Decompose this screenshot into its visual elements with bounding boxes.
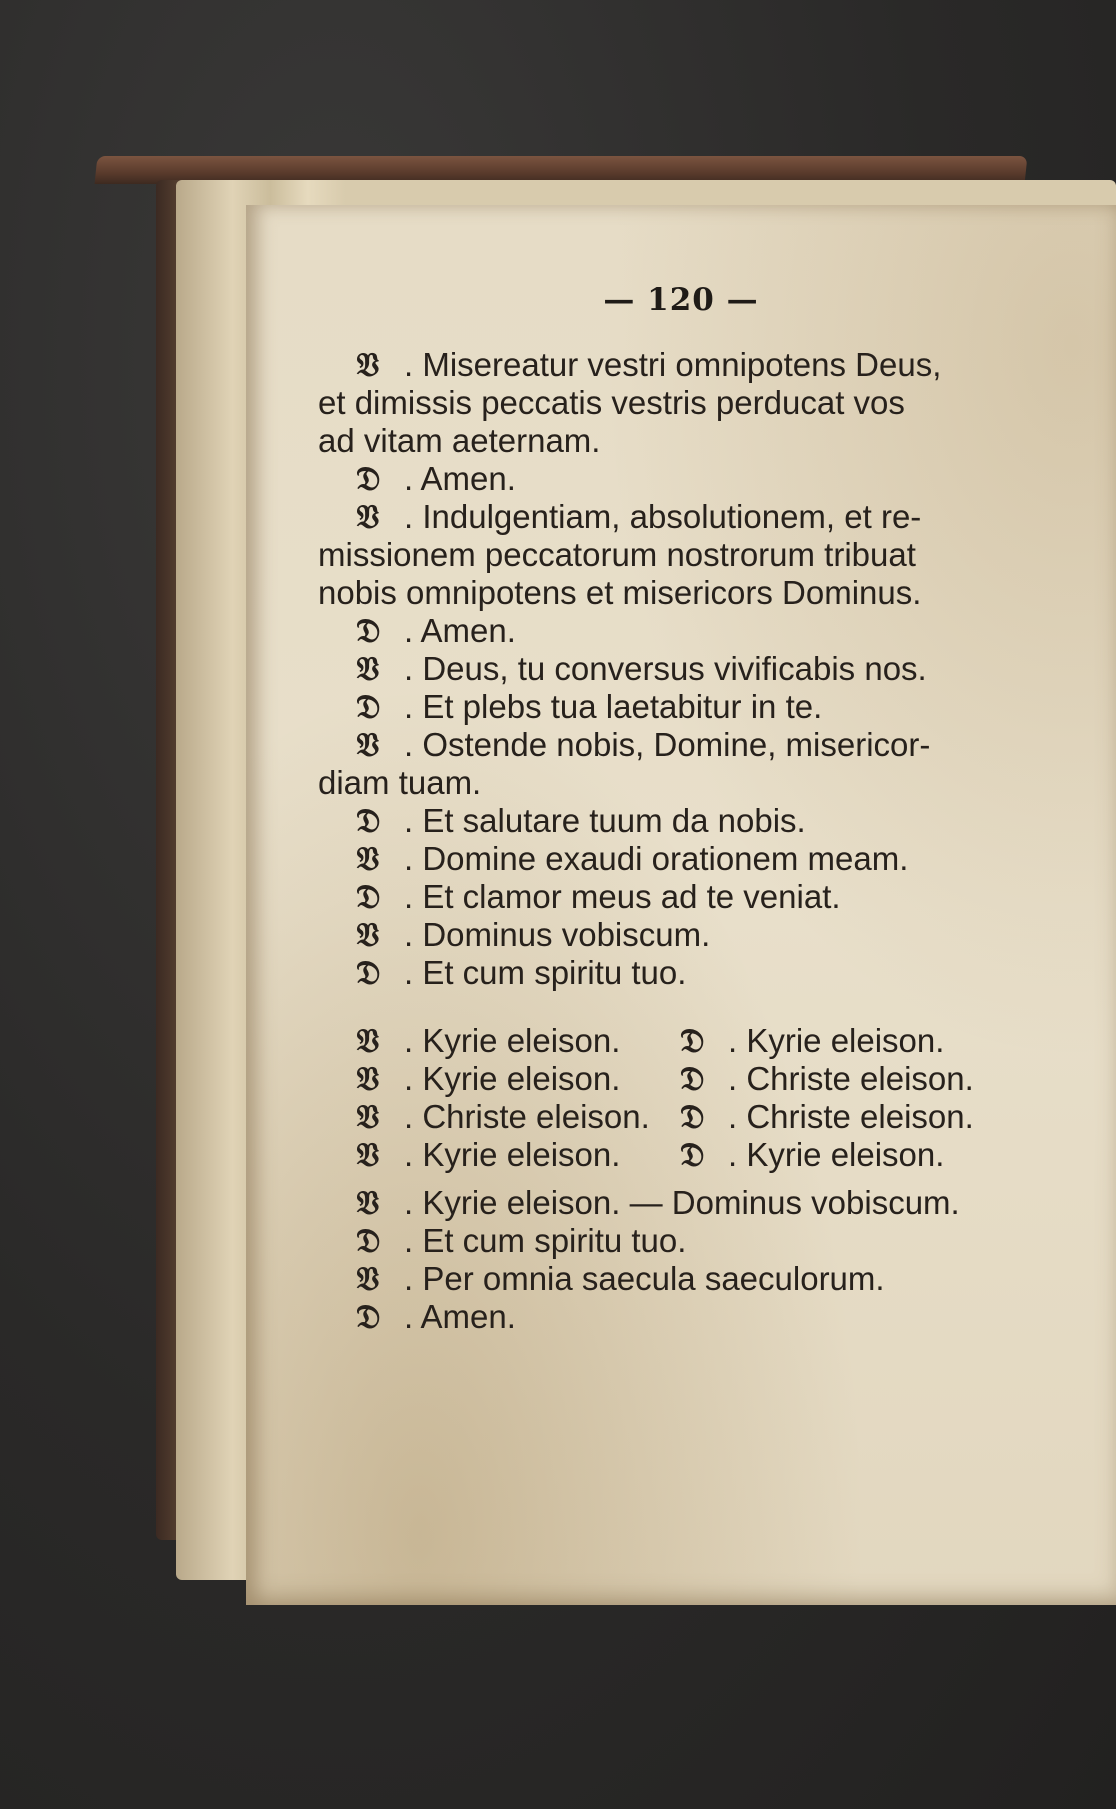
text-line: 𝔇 . Et salutare tuum da nobis. — [356, 801, 806, 840]
text-line: et dimissis peccatis vestris perducat vos — [318, 384, 905, 421]
response-sigil: 𝔇 — [356, 801, 381, 840]
text-line: 𝔙 . Deus, tu conversus vivificabis nos. — [356, 649, 927, 688]
response-sigil: 𝔇 — [356, 953, 381, 992]
text-line: 𝔇 . Et cum spiritu tuo. — [356, 953, 687, 992]
page-number: — 120 — — [603, 282, 759, 318]
text-line: 𝔙 . Per omnia saecula saeculorum. — [356, 1259, 885, 1298]
text-line: 𝔙 . Domine exaudi orationem meam. — [356, 839, 909, 878]
versicle-sigil: 𝔙 — [356, 649, 379, 688]
versicle-sigil: 𝔙 — [356, 1021, 379, 1060]
versicle-sigil: 𝔙 — [356, 1259, 379, 1298]
versicle-sigil: 𝔙 — [356, 1183, 379, 1222]
text-line: ad vitam aeternam. — [318, 422, 601, 459]
kyrie-row: 𝔙 . Kyrie eleison. 𝔇 . Kyrie eleison. — [356, 1135, 945, 1174]
paragraph-gap — [318, 992, 1078, 1022]
text-line: nobis omnipotens et misericors Dominus. — [318, 574, 922, 611]
text-line: 𝔇 . Amen. — [356, 1297, 516, 1336]
book — [96, 150, 1116, 1650]
versicle-sigil: 𝔙 — [356, 1097, 379, 1136]
versicle-sigil: 𝔙 — [356, 1135, 379, 1174]
kyrie-row: 𝔙 . Christe eleison. 𝔇 . Christe eleison. — [356, 1097, 974, 1136]
versicle-sigil: 𝔙 — [356, 915, 379, 954]
book-page — [246, 205, 1116, 1605]
text-line: 𝔇 . Et plebs tua laetabitur in te. — [356, 687, 823, 726]
response-sigil: 𝔇 — [356, 687, 381, 726]
text-line: 𝔙 . Ostende nobis, Domine, misericor- — [356, 725, 931, 764]
response-sigil: 𝔇 — [356, 1297, 381, 1336]
liturgical-text — [318, 346, 1078, 1336]
kyrie-row: 𝔙 . Kyrie eleison. 𝔇 . Kyrie eleison. — [356, 1021, 945, 1060]
response-sigil: 𝔇 — [680, 1021, 705, 1060]
text-line: 𝔇 . Et cum spiritu tuo. — [356, 1221, 687, 1260]
response-sigil: 𝔇 — [356, 1221, 381, 1260]
versicle-sigil: 𝔙 — [356, 725, 379, 764]
versicle-sigil: 𝔙 — [356, 839, 379, 878]
response-sigil: 𝔇 — [680, 1059, 705, 1098]
text-line: diam tuam. — [318, 764, 482, 801]
kyrie-row: 𝔙 . Kyrie eleison. 𝔇 . Christe eleison. — [356, 1059, 974, 1098]
response-sigil: 𝔇 — [356, 459, 381, 498]
text-line: 𝔙 . Dominus vobiscum. — [356, 915, 711, 954]
response-sigil: 𝔇 — [356, 877, 381, 916]
response-sigil: 𝔇 — [356, 611, 381, 650]
text-line: 𝔙 . Indulgentiam, absolutionem, et re- — [356, 497, 922, 536]
text-line: missionem peccatorum nostrorum tribuat — [318, 536, 916, 573]
text-line: 𝔇 . Amen. — [356, 611, 516, 650]
versicle-sigil: 𝔙 — [356, 1059, 379, 1098]
text-line: 𝔇 . Amen. — [356, 459, 516, 498]
text-line: 𝔇 . Et clamor meus ad te veniat. — [356, 877, 841, 916]
response-sigil: 𝔇 — [680, 1097, 705, 1136]
response-sigil: 𝔇 — [680, 1135, 705, 1174]
paragraph-gap — [318, 1174, 1078, 1184]
text-line: 𝔙 . Misereatur vestri omnipotens Deus, — [356, 345, 942, 384]
versicle-sigil: 𝔙 — [356, 497, 379, 536]
versicle-sigil: 𝔙 — [356, 345, 379, 384]
text-line: 𝔙 . Kyrie eleison. — Dominus vobiscum. — [356, 1183, 960, 1222]
